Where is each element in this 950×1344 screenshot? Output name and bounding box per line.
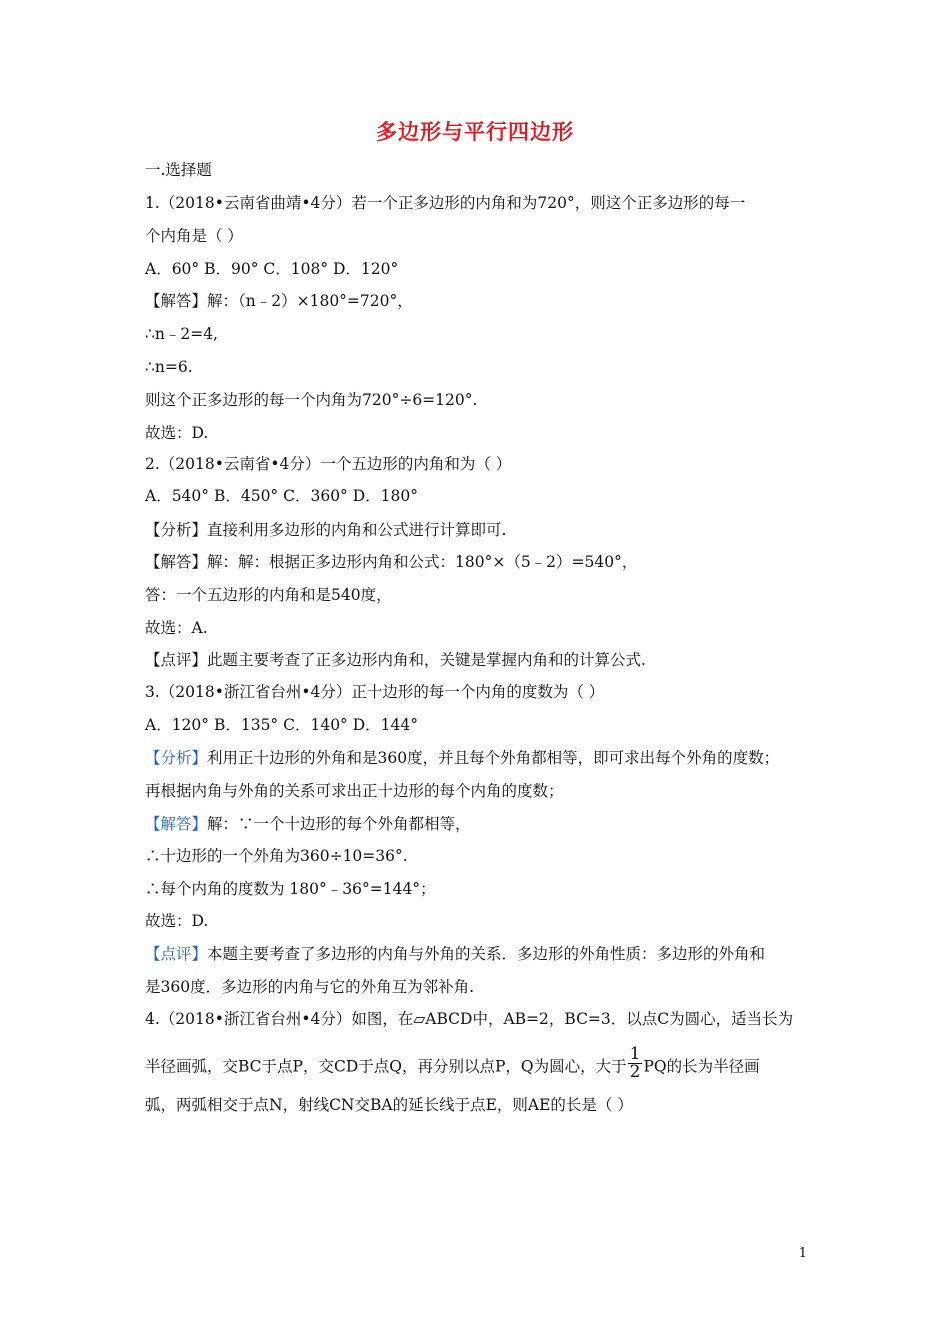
q2-options: A．540° B．450° C．360° D．180° — [145, 487, 418, 505]
q1-solution-line-2: ∴n﹣2=4, — [145, 325, 218, 343]
q3-analysis-label: 【分析】 — [145, 749, 208, 767]
q3-solution-label: 【解答】 — [145, 815, 208, 833]
q3-stem: 3.（2018•浙江省台州•4分）正十边形的每一个内角的度数为（ ） — [145, 683, 605, 701]
q1-stem-line-1: 1.（2018•云南省曲靖•4分）若一个正多边形的内角和为720°，则这个正多边形的每一 — [145, 194, 746, 212]
q4-stem-line-2-start: 半径画弧，交BC于点P，交CD于点Q，再分别以点P，Q为圆心，大于 — [145, 1057, 627, 1076]
q1-solution-line-3: ∴n=6. — [145, 358, 193, 376]
q3-options: A．120° B．135° C．140° D．144° — [145, 716, 418, 734]
q4-stem-line-3: 弧，两弧相交于点N，射线CN交BA的延长线于点E，则AE的长是（ ） — [145, 1096, 633, 1114]
q2-analysis: 【分析】直接利用多边形的内角和公式进行计算即可. — [145, 521, 507, 539]
q3-solution-text-1: 解：∵一个十边形的每个外角都相等， — [207, 815, 471, 833]
q1-solution-label: 【解答】 — [145, 292, 208, 310]
fraction-denominator: 2 — [629, 1062, 641, 1082]
q3-analysis-text-1: 利用正十边形的外角和是360度，并且每个外角都相等，即可求出每个外角的度数； — [207, 749, 780, 767]
q3-solution-line-2: ∴十边形的一个外角为360÷10=36°. — [145, 847, 408, 865]
q1-options: A．60° B．90° C．108° D．120° — [145, 260, 399, 278]
q3-answer: 故选：D. — [145, 912, 209, 930]
q1-solution-line-1 — [145, 291, 815, 311]
q2-comment: 【点评】此题主要考查了正多边形内角和，关键是掌握内角和的计算公式. — [145, 651, 646, 669]
q1-stem-line-2: 个内角是（ ） — [145, 227, 243, 245]
one-half-fraction — [628, 1046, 643, 1081]
q3-analysis-line-2: 再根据内角与外角的关系可求出正十边形的每个内角的度数； — [145, 782, 564, 800]
q2-stem: 2.（2018•云南省•4分）一个五边形的内角和为（ ） — [145, 455, 512, 473]
fraction-numerator: 1 — [629, 1044, 641, 1064]
section-heading: 一.选择题 — [145, 161, 212, 179]
q1-answer: 故选：D. — [145, 424, 209, 442]
q3-comment-line-2: 是360度．多边形的内角与它的外角互为邻补角. — [145, 978, 475, 996]
q3-comment-label: 【点评】 — [145, 945, 208, 963]
q3-analysis-line-1 — [145, 748, 815, 768]
q3-comment-text-1: 本题主要考查了多边形的内角与外角的关系．多边形的外角性质：多边形的外角和 — [207, 945, 766, 963]
page-number: 1 — [798, 1246, 807, 1261]
q1-solution-text-1: 解：（n﹣2）×180°=720°， — [207, 292, 413, 310]
q3-solution-line-1 — [145, 814, 815, 834]
q2-solution-line-2: 答：一个五边形的内角和是540度， — [145, 586, 392, 604]
q4-stem-line-2-end: PQ的长为半径画 — [643, 1057, 760, 1076]
q2-answer: 故选：A. — [145, 619, 208, 637]
q3-comment-line-1 — [145, 944, 815, 964]
page-title: 多边形与平行四边形 — [376, 119, 574, 144]
q1-solution-line-4: 则这个正多边形的每一个内角为720°÷6=120°. — [145, 391, 478, 409]
q3-solution-line-3: ∴每个内角的度数为 180°﹣36°=144°； — [145, 880, 436, 898]
q2-solution-line-1: 【解答】解：解：根据正多边形内角和公式：180°×（5﹣2）=540°， — [145, 553, 638, 571]
q4-stem-line-1: 4.（2018•浙江省台州•4分）如图，在▱ABCD中，AB=2，BC=3．以点C为圆心，适当长为 — [145, 1010, 794, 1028]
q4-stem-line-2 — [145, 1044, 815, 1085]
